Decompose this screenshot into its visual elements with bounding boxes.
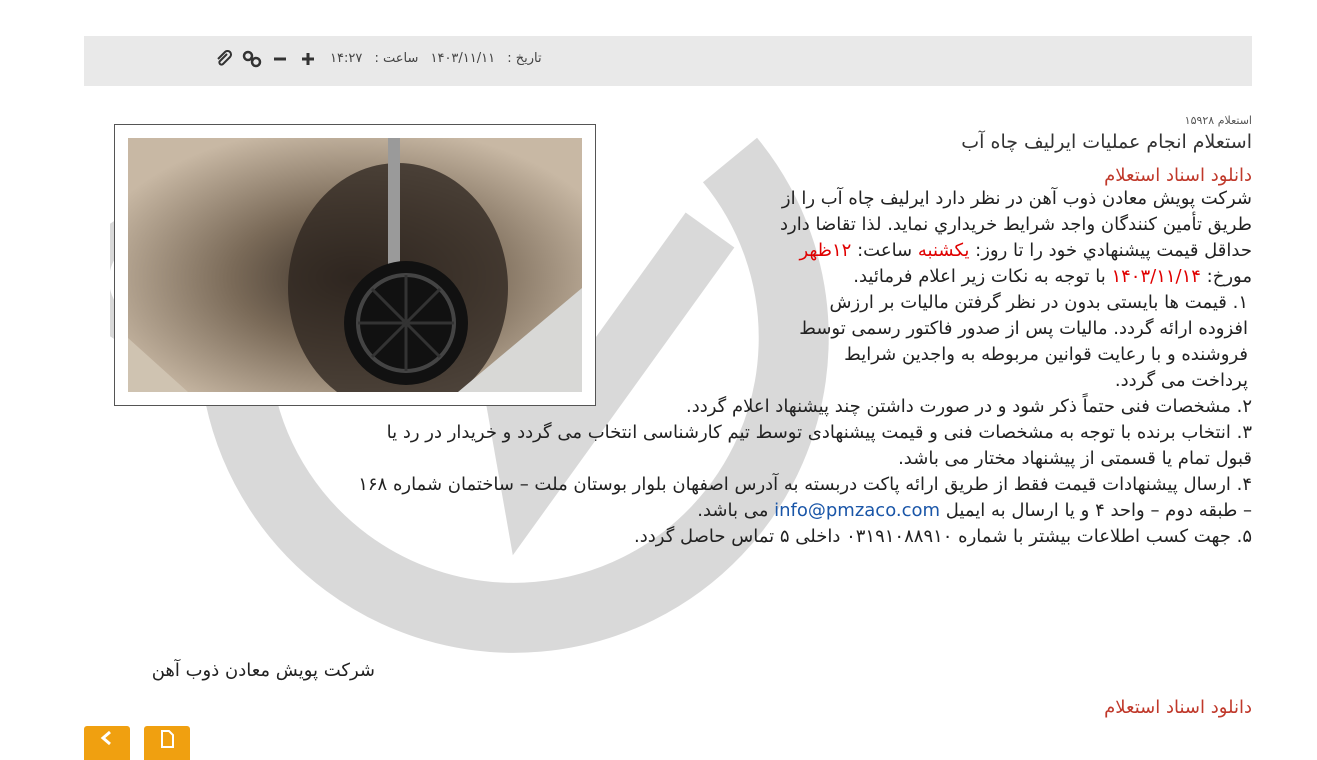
- deadline-day: یکشنبه: [917, 240, 970, 261]
- intro-line-3: [358, 238, 1252, 264]
- list-item-5: ۵. جهت کسب اطلاعات بیشتر با شماره ۰۳۱۹۱۰۸۸۹۱۰ داخلی ۵ تماس حاصل گردد.: [634, 526, 1252, 547]
- time-value: ۱۴:۲۷: [330, 51, 363, 66]
- intro-line-3a: حداقل قیمت پیشنهادي خود را تا روز:: [975, 240, 1252, 261]
- list-item-1: [358, 290, 1252, 394]
- item3-line-2: قبول تمام یا قسمتی از پیشنهاد مختار می باشد.: [898, 448, 1252, 469]
- back-button[interactable]: [84, 726, 130, 760]
- paperclip-icon[interactable]: [214, 48, 234, 70]
- article: [358, 114, 1252, 550]
- document-icon: [159, 730, 175, 748]
- intro-line-4b: با توجه به نکات زیر اعلام فرمائید.: [853, 266, 1106, 287]
- item1-line-3: فروشنده و با رعایت قوانین مربوطه به واجدین شرایط: [844, 344, 1248, 365]
- link-icon[interactable]: [242, 48, 262, 70]
- date-label: تاریخ :: [507, 51, 542, 66]
- document-button[interactable]: [144, 726, 190, 760]
- item4-line-1: ۴. ارسال پیشنهادات قیمت فقط از طریق ارائه پاکت دربسته به آدرس اصفهان بلوار بوستان ملت – ساختمان شماره ۱۶۸: [358, 474, 1252, 495]
- inquiry-ref: استعلام ۱۵۹۲۸: [1184, 114, 1252, 127]
- toolbar: [84, 36, 1252, 86]
- item4-line-2a: – طبقه دوم – واحد ۴ و یا ارسال به ایمیل: [945, 500, 1252, 521]
- item3-line-1: ۳. انتخاب برنده با توجه به مشخصات فنی و قیمت پیشنهادی توسط تیم کارشناسی انتخاب می گردد و خریدار در رد یا: [386, 422, 1252, 443]
- item1-line-1: ۱. قیمت ها بایستی بدون در نظر گرفتن مالیات بر ارزش: [829, 292, 1248, 313]
- deadline-date: ۱۴۰۳/۱۱/۱۴: [1111, 266, 1201, 287]
- deadline-time: ۱۲ظهر: [799, 240, 852, 261]
- intro-paragraph: [358, 186, 1252, 290]
- plus-icon[interactable]: [298, 48, 318, 70]
- bottom-buttons: [84, 726, 190, 760]
- list-item-2: ۲. مشخصات فنی حتماً ذکر شود و در صورت داشتن چند پیشنهاد اعلام گردد.: [685, 396, 1252, 417]
- item1-line-2: افزوده ارائه گردد. مالیات پس از صدور فاکتور رسمی توسط: [799, 318, 1248, 339]
- toolbar-icons: [214, 48, 318, 70]
- download-documents-link[interactable]: دانلود اسناد استعلام: [1104, 165, 1252, 186]
- intro-line-4: [358, 264, 1252, 290]
- time-label: ساعت :: [374, 51, 419, 66]
- signature: شرکت پویش معادن ذوب آهن: [151, 660, 375, 681]
- date-value: ۱۴۰۳/۱۱/۱۱: [430, 51, 496, 66]
- download-documents-link-bottom[interactable]: دانلود اسناد استعلام: [1104, 697, 1252, 718]
- minus-icon[interactable]: [270, 48, 290, 70]
- contact-email[interactable]: info@pmzaco.com: [774, 500, 941, 521]
- intro-line-1: شرکت پویش معادن ذوب آهن در نظر دارد ایرلیف چاه آب را از: [781, 188, 1252, 209]
- list-item-4: [358, 472, 1252, 524]
- intro-line-4a: مورخ:: [1206, 266, 1252, 287]
- item1-line-4: پرداخت می گردد.: [1114, 370, 1248, 391]
- intro-line-2: طریق تأمین کنندگان واجد شرایط خریداري نماید. لذا تقاضا دارد: [780, 214, 1252, 235]
- item4-line-2b: می باشد.: [697, 500, 769, 521]
- intro-line-3b: ساعت:: [857, 240, 913, 261]
- item4-line-2: [358, 498, 1252, 524]
- list-item-3: [358, 420, 1252, 472]
- article-title: استعلام انجام عملیات ایرلیف چاه آب: [961, 131, 1252, 153]
- date-time: [326, 51, 546, 66]
